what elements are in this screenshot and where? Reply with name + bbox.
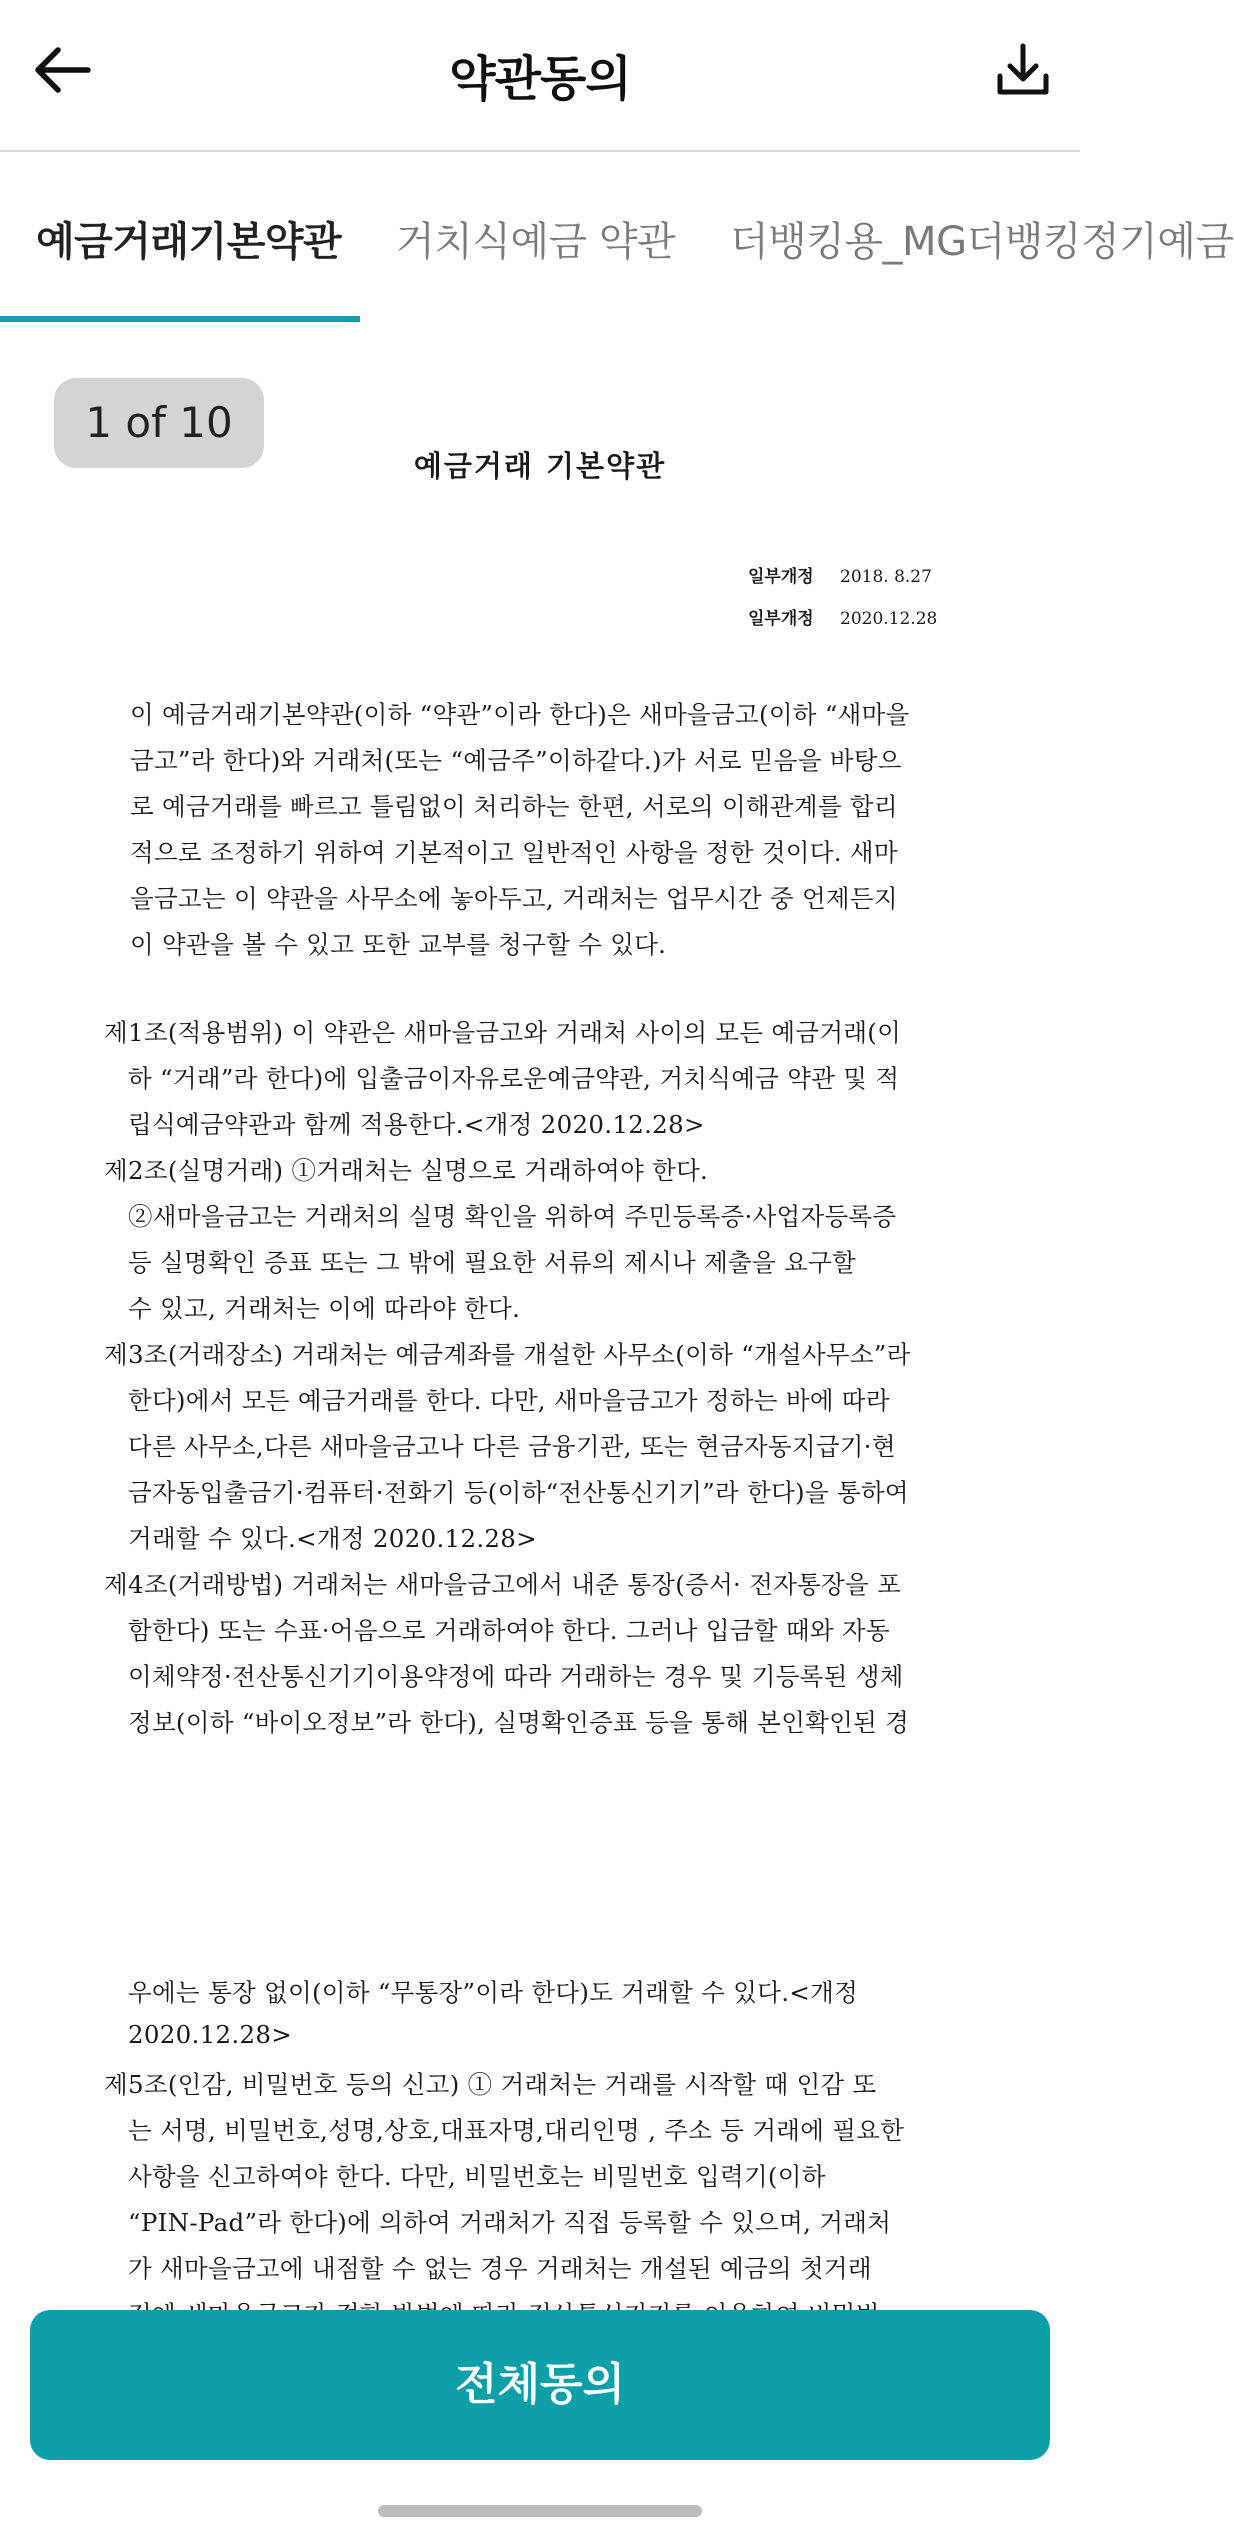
- document-line: 한다)에서 모든 예금거래를 한다. 다만, 새마을금고가 정하는 바에 따라: [128, 1386, 890, 1415]
- tab-deposit-basic-terms[interactable]: 예금거래기본약관: [36, 219, 342, 265]
- revision-label: 일부개정: [748, 609, 814, 629]
- document-line: 사항을 신고하여야 한다. 다만, 비밀번호는 비밀번호 입력기(이하: [128, 2162, 826, 2191]
- document-line: 다른 사무소,다른 새마을금고나 다른 금융기관, 또는 현금자동지급기·현: [128, 1432, 896, 1461]
- document-line: 우에는 통장 없이(이하 “무통장”이라 한다)도 거래할 수 있다.<개정: [128, 1978, 859, 2007]
- revision-line: [748, 562, 932, 587]
- revision-label: 일부개정: [748, 567, 814, 587]
- top-bar: [0, 0, 1080, 152]
- revision-date: 2018. 8.27: [840, 567, 932, 587]
- document-line: 정보(이하 “바이오정보”라 한다), 실명확인증표 등을 통해 본인확인된 경: [128, 1708, 910, 1737]
- document-line: ②새마을금고는 거래처의 실명 확인을 위하여 주민등록증·사업자등록증: [128, 1202, 897, 1231]
- document-line: 금자동입출금기·컴퓨터·전화기 등(이하“전산통신기기”라 한다)을 통하여: [128, 1478, 909, 1507]
- document-line: 립식예금약관과 함께 적용한다.<개정 2020.12.28>: [128, 1110, 705, 1139]
- document-line: 제5조(인감, 비밀번호 등의 신고) ① 거래처는 거래를 시작할 때 인감 또: [104, 2070, 877, 2099]
- document-line: 거래할 수 있다.<개정 2020.12.28>: [128, 1524, 538, 1553]
- document-line: 제2조(실명거래) ①거래처는 실명으로 거래하여야 한다.: [104, 1156, 709, 1185]
- document-line: “PIN-Pad”라 한다)에 의하여 거래처가 직접 등록할 수 있으며, 거래처: [128, 2208, 892, 2237]
- document-line: 이 예금거래기본약관(이하 “약관”이라 한다)은 새마을금고(이하 “새마을: [130, 700, 910, 729]
- revision-line: [748, 604, 937, 629]
- tab-fixed-deposit-terms[interactable]: 거치식예금 약관: [396, 219, 676, 265]
- revision-date: 2020.12.28: [840, 609, 938, 629]
- document-line: 이 약관을 볼 수 있고 또한 교부를 청구할 수 있다.: [130, 930, 667, 959]
- tab-mg-thebanking-deposit[interactable]: 더뱅킹용_MG더뱅킹정기예금: [730, 219, 1234, 265]
- page-counter: 1 of 10: [54, 378, 264, 468]
- document-line: 함한다) 또는 수표·어음으로 거래하여야 한다. 그러나 입금할 때와 자동: [128, 1616, 890, 1645]
- document-line: 을금고는 이 약관을 사무소에 놓아두고, 거래처는 업무시간 중 언제든지: [130, 884, 898, 913]
- document-line: 는 서명, 비밀번호,성명,상호,대표자명,대리인명 , 주소 등 거래에 필요한: [128, 2116, 905, 2145]
- terms-tab-bar: [0, 154, 1234, 322]
- agree-all-button[interactable]: 전체동의: [30, 2310, 1050, 2460]
- download-button[interactable]: [988, 36, 1058, 106]
- document-line: 적으로 조정하기 위하여 기본적이고 일반적인 사항을 정한 것이다. 새마: [130, 838, 898, 867]
- document-line: 금고”라 한다)와 거래처(또는 “예금주”이하같다.)가 서로 믿음을 바탕으: [130, 746, 902, 775]
- document-line: 가 새마을금고에 내점할 수 없는 경우 거래처는 개설된 예금의 첫거래: [128, 2254, 872, 2283]
- document-viewer[interactable]: [0, 322, 1080, 2312]
- document-line: 등 실명확인 증표 또는 그 밖에 필요한 서류의 제시나 제출을 요구할: [128, 1248, 856, 1277]
- document-line: 2020.12.28>: [128, 2020, 293, 2049]
- home-indicator[interactable]: [378, 2505, 702, 2517]
- document-line: 수 있고, 거래처는 이에 따라야 한다.: [128, 1294, 521, 1323]
- document-line: 이체약정·전산통신기기이용약정에 따라 거래하는 경우 및 기등록된 생체: [128, 1662, 904, 1691]
- document-line: 로 예금거래를 빠르고 틀림없이 처리하는 한편, 서로의 이해관계를 합리: [130, 792, 898, 821]
- document-line: 하 “거래”라 한다)에 입출금이자유로운예금약관, 거치식예금 약관 및 적: [128, 1064, 900, 1093]
- document-line: 제4조(거래방법) 거래처는 새마을금고에서 내준 통장(증서· 전자통장을 포: [104, 1570, 902, 1599]
- page-title: 약관동의: [449, 51, 631, 107]
- download-icon: [988, 36, 1058, 106]
- document-line: 제3조(거래장소) 거래처는 예금계좌를 개설한 사무소(이하 “개설사무소”라: [104, 1340, 911, 1369]
- document-line: 제1조(적용범위) 이 약관은 새마을금고와 거래처 사이의 모든 예금거래(이: [104, 1018, 902, 1047]
- document-title: 예금거래 기본약관: [413, 449, 667, 483]
